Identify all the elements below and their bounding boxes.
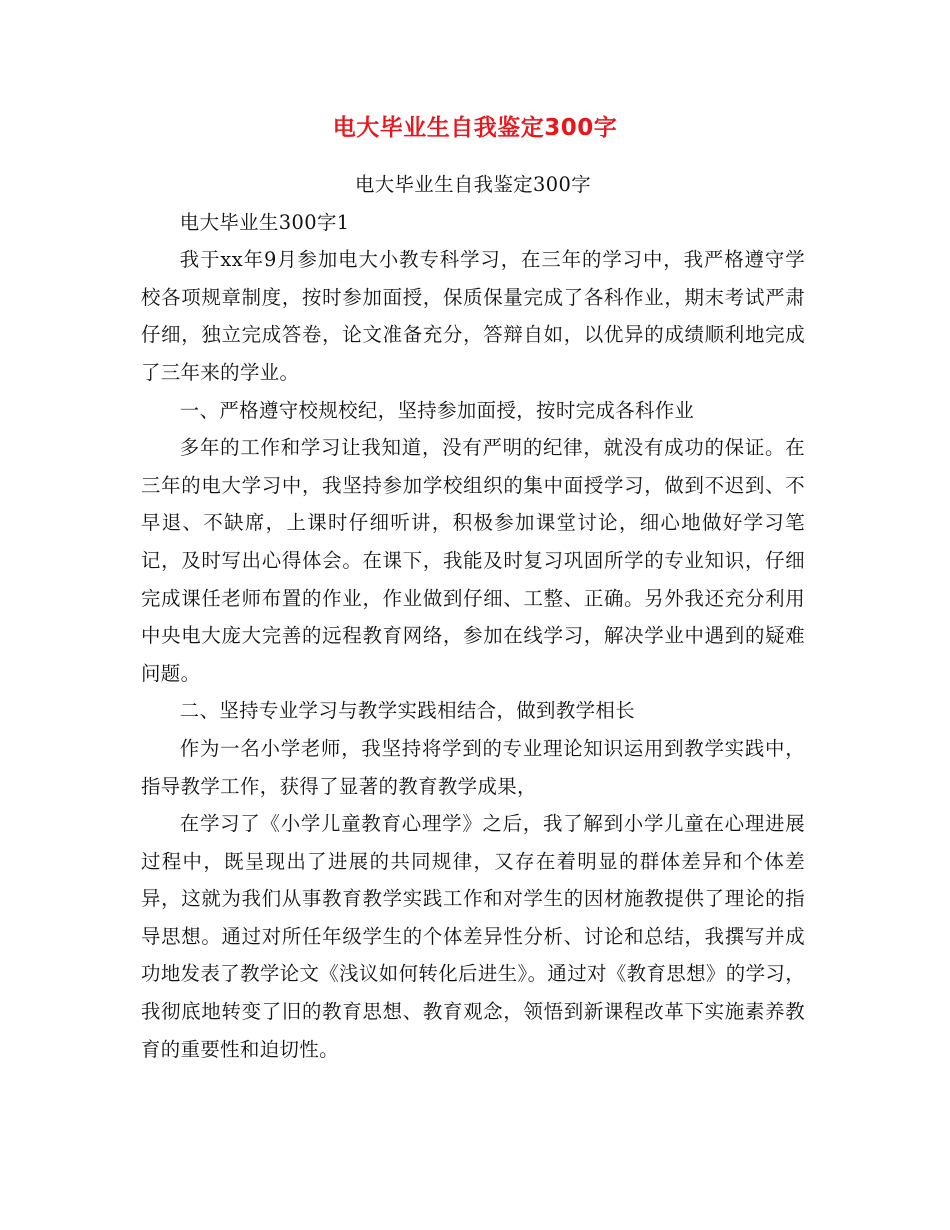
paragraph: 作为一名小学老师，我坚持将学到的专业理论知识运用到教学实践中，指导教学工作，获得了显著的教育教学成果， <box>141 736 805 798</box>
paragraph: 我于xx年9月参加电大小教专科学习，在三年的学习中，我严格遵守学校各项规章制度，按时参加面授，保质保量完成了各科作业，期末考试严肃仔细，独立完成答卷，论文准备充分，答辩自如，以优异的成绩顺利地完成了三年来的学业。 <box>141 248 805 384</box>
paragraph: 在学习了《小学儿童教育心理学》之后，我了解到小学儿童在心理进展过程中，既呈现出了进展的共同规律，又存在着明显的群体差异和个体差异，这就为我们从事教育教学实践工作和对学生的因材施教提供了理论的指导思想。通过对所任年级学生的个体差异性分析、讨论和总结，我撰写并成功地发表了教学论文《浅议如何转化后进生》。通过对《教育思想》的学习，我彻底地转变了旧的教育思想、教育观念，领悟到新课程改革下实施素养教育的重要性和迫切性。 <box>141 812 805 1061</box>
section-heading: 电大毕业生300字1 <box>179 210 350 234</box>
section-heading: 一、严格遵守校规校纪，坚持参加面授，按时完成各科作业 <box>179 398 695 422</box>
section-heading: 二、坚持专业学习与教学实践相结合，做到教学相长 <box>179 699 635 723</box>
document-body <box>141 166 805 1068</box>
document-title: 电大毕业生自我鉴定300字 <box>332 115 618 141</box>
document-subtitle: 电大毕业生自我鉴定300字 <box>354 173 592 196</box>
paragraph: 多年的工作和学习让我知道，没有严明的纪律，就没有成功的保证。在三年的电大学习中，我坚持参加学校组织的集中面授学习，做到不迟到、不早退、不缺席，上课时仔细听讲，积极参加课堂讨论，细心地做好学习笔记，及时写出心得体会。在课下，我能及时复习巩固所学的专业知识，仔细完成课任老师布置的作业，作业做到仔细、工整、正确。另外我还充分利用中央电大庞大完善的远程教育网络，参加在线学习，解决学业中遇到的疑难问题。 <box>141 436 805 685</box>
